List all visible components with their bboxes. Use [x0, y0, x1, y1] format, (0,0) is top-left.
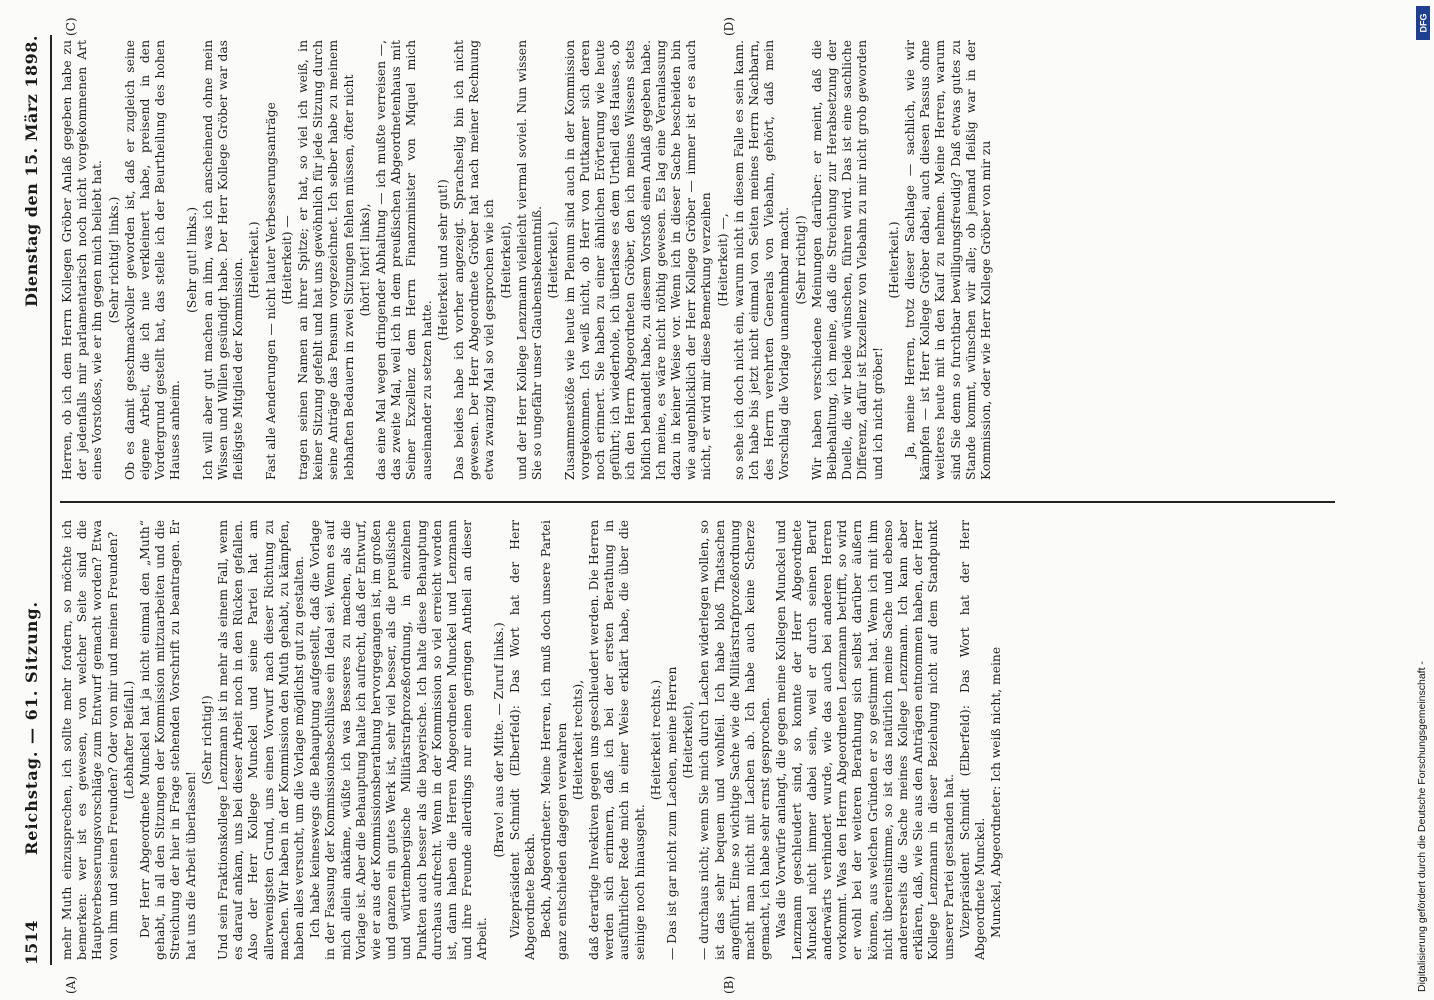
interjection: (Heiterkeit),: [498, 221, 513, 299]
running-head-right: Dienstag den 15. März 1898.: [22, 35, 41, 308]
margin-mark-a: (A): [64, 975, 78, 994]
digitization-note: Digitalisierung gefördert durch die Deutsche Forschungsgemeinschaft -: [1416, 661, 1428, 992]
paragraph: Munckel, Abgeordneter: Ich weiß nicht, meine: [989, 646, 1004, 938]
paragraph: Fast alle Aenderungen — nicht lauter Verbesserungsanträge: [263, 102, 278, 480]
margin-mark-b: (B): [722, 975, 736, 994]
interjection: (hört! hört! links),: [357, 203, 372, 317]
page-number: 1514: [22, 920, 41, 965]
running-head-left: Reichstag. — 61. Sitzung.: [22, 600, 41, 855]
interjection: (Lebhafter Beifall.): [121, 680, 136, 800]
paragraph: so sehe ich doch nicht ein, warum nicht in diesem Falle es sein kann. Ich habe bis jetzt nicht einmal von Seiten meines Herrn Nachbarn, des Herrn verehrten Generals von Viebahn, gehört, daß mein Vorschlag die Vorlage unannehmbar macht.: [731, 40, 792, 480]
paragraph: Ich will aber gut machen an ihm, was ich anscheinend ohne mein Wissen und Willen gesündigt habe. Der Herr Kollege Gröber war das fleißigste Mitglied der Kommission.: [200, 40, 246, 480]
paragraph: Zusammenstöße wie heute im Plenum sind auch in der Kommission vorgekommen. Ich weiß nicht, ob Herr von Puttkamer sich deren noch erinnert. Sie haben zu einer ähnlichen Erörterung wie heute geführt; ich wiederhole, ich überlasse es dem Urtheil des Hauses, ob ich den Herrn Abgeordneten Gröber, den ich meines Wissens stets höflich behandelt habe, zu diesem Vorstoß einen Anlaß gegeben habe. Ich meine, es wäre nicht nöthig gewesen. Es lag eine Veranlassung dazu in keiner Weise vor. Wenn ich in dieser Sache bescheiden bin wie augenblicklich der Herr Kollege Gröber — immer ist er es auch nicht, er wird mir diese Bemerkung verzeihen: [562, 40, 714, 480]
right-text-column: [60, 40, 1335, 480]
paragraph: mehr Muth einzusprechen, ich sollte mehr fordern, so möchte ich bemerken: wer ist es gewesen, von welcher Seite sind die Hauptverbesserungsvorschläge zum Entwurf gemacht worden? Etwa von ihm und seinen Freunden? Oder von mir und meinen Freunden?: [60, 520, 120, 960]
margin-mark-d: (D): [722, 17, 736, 36]
paragraph: Ja, meine Herren, trotz dieser Sachlage — sachlich, wie wir kämpfen — ist Herr Kollege Gröber dabei, auch diesen Passus ohne weiteres heute mit in den Kauf zu nehmen. Meine Herren, warum sind Sie denn so furchtbar bewilligungsfreudig? Daß etwas gutes zu Stande kommt, wünschen wir alle; ob jemand fleißig war in der Kommission, oder wie Herr Kollege Gröber von mir zu: [902, 40, 993, 480]
margin-mark-c: (C): [64, 17, 78, 36]
left-text-column: [60, 520, 1335, 960]
paragraph: tragen seinen Namen an ihrer Spitze; er hat, so viel ich weiß, in keiner Sitzung gefehlt und hat uns gewöhnlich für jede Sitzung durch seine Anträge das Pensum vorgezeichnet. Ich selber habe zu meinem lebhaften Bedauern in zwei Sitzungen fehlen müssen, öfter nicht: [296, 40, 356, 480]
paragraph: — Das ist gar nicht zum Lachen, meine Herren: [664, 666, 679, 960]
paragraph: Herren, ob ich dem Herrn Kollegen Gröber Anlaß gegeben habe zu der jedenfalls mir parlamentarisch noch nicht vorgekommenen Art eines Vorstoßes, wie er ihn gegen mich beliebt hat.: [60, 40, 105, 480]
interjection: (Sehr richtig!): [793, 215, 808, 305]
paragraph: Wir haben verschiedene Meinungen darüber: er meint, daß die Beibehaltung, ich meine, daß die Streichung zur Herabsetzung der Duelle, die wir beide wünschen, führen wird. Das ist eine sachliche Differenz, dafür ist Exzellenz von Viebahn zu mir nicht grob geworden und ich nicht gröber!: [809, 40, 885, 480]
interjection: (Heiterkeit rechts.): [648, 679, 663, 801]
paragraph: daß derartige Invektiven gegen uns geschleudert werden. Die Herren werden sich erinnern, daß ich bei der ersten Berathung in ausführlicher Rede mich in einer Weise erklärt habe, die über die seinige noch hinausgeht.: [586, 520, 647, 960]
interjection: (Sehr richtig! links.): [106, 196, 121, 324]
interjection: (Heiterkeit) —: [279, 215, 294, 305]
interjection: (Heiterkeit.): [247, 221, 262, 299]
column-divider: [60, 501, 1335, 503]
paragraph: Beckh, Abgeordneter: Meine Herren, ich muß doch unsere Partei ganz entschieden dagegen verwahren: [539, 520, 569, 960]
paragraph: Vizepräsident Schmidt (Elberfeld): Das Wort hat der Herr Abgeordnete Beckh.: [507, 520, 538, 960]
interjection: (Sehr richtig!): [199, 695, 214, 785]
interjection: (Sehr gut! links.): [184, 206, 199, 314]
page-header: [22, 35, 48, 965]
interjection: (Heiterkeit.): [886, 221, 901, 299]
interjection: (Heiterkeit) —,: [715, 213, 730, 307]
interjection: (Bravo! aus der Mitte. — Zuruf links.): [491, 622, 506, 858]
paragraph: das eine Mal wegen dringender Abhaltung — ich mußte verreisen —, das zweite Mal, weil ich in dem preußischen Abgeordnetenhaus mit Seiner Exzellenz dem Herrn Finanzminister von Miquel mich auseinander zu setzen hatte.: [374, 40, 434, 480]
interjection: (Heiterkeit),: [681, 701, 696, 779]
interjection: (Heiterkeit rechts),: [570, 679, 585, 801]
paragraph: Der Herr Abgeordnete Munckel hat ja nicht einmal den „Muth“ gehabt, in all den Sitzungen der Kommission mitzuarbeiten und die Streichung der hier in Frage stehenden Vorschrift zu beantragen. Er hat uns die Arbeit überlassen!: [138, 520, 198, 960]
header-rule: [50, 35, 52, 965]
paragraph: Und sein Fraktionskollege Lenzmann ist in mehr als einem Fall, wenn es darauf ankam, uns bei dieser Arbeit noch in den Rücken gefallen. Also der Herr Kollege Munckel und seine Partei hat am allerwenigsten Grund, uns einen Vorwurf nach dieser Richtung zu machen. Wir haben in der Kommission den Muth gehabt, zu kämpfen, haben alles versucht, um die Vorlage möglichst gut zu gestalten.: [216, 520, 307, 960]
paragraph: Vizepräsident Schmidt (Elberfeld): Das Wort hat der Herr Abgeordnete Munckel.: [957, 520, 987, 960]
paragraph: Was die Vorwürfe anlangt, die gegen meine Kollegen Munckel und Lenzmann geschleudert sind, so konnte der Herr Abgeordnete Munckel nicht immer dabei sein, weil er durch seinen Beruf anderwärts verhindert wurde, wie das auch bei anderen Herren vorkommt. Was den Herrn Abgeordneten Lenzmann betrifft, so wird er wohl bei der weiteren Berathung sich selbst darüber äußern können, aus welchen Gründen er so gestimmt hat. Wenn ich mit ihm nicht übereinstimme, so ist das natürlich meine Sache und ebenso andererseits die Sache meines Kollege Lenzmann. Ich kann aber erklären, daß, wie Sie aus den Anträgen entnommen haben, der Herr Kollege Lenzmann in dieser Beziehung nicht auf dem Standpunkt unserer Partei gestanden hat.: [774, 520, 956, 960]
paragraph: Ich habe keineswegs die Behauptung aufgestellt, daß die Vorlage in der Fassung der Kommissionsbeschlüsse ein Ideal sei. Wenn es auf mich allein ankäme, wüßte ich was Besseres zu machen, als die Vorlage ist. Aber die Behauptung halte ich aufrecht, daß der Entwurf, wie er aus der Kommissionsberathung hervorgegangen ist, im großen und ganzen ein gutes Werk ist, sehr viel besser, als die preußische und württembergische Militärstrafprozeßordnung, in einzelnen Punkten auch besser als die bayerische. Ich halte diese Behauptung durchaus aufrecht. Wenn in der Kommission so viel erreicht worden ist, dann haben die Herren Abgeordneten Munckel und Lenzmann und ihre Freunde allerdings nur einen geringen Antheil an dieser Arbeit.: [308, 520, 490, 960]
paragraph: Ob es damit geschmackvoller geworden ist, daß er zugleich seine eigene Arbeit, die ich nie verkleinert habe, preisend in den Vordergrund gestellt hat, das stelle ich der Beurtheilung des hohen Hauses anheim.: [122, 40, 183, 480]
paragraph: und der Herr Kollege Lenzmann vielleicht viermal soviel. Nun wissen Sie so ungefähr unser Glaubensbekenntniß.: [514, 40, 545, 480]
interjection: (Heiterkeit.): [546, 221, 561, 299]
interjection: (Heiterkeit und sehr gut!): [435, 179, 450, 341]
paragraph: Das beides habe ich vorher angezeigt. Sprachselig bin ich nicht gewesen. Der Herr Abgeordnete Gröber hat nach meiner Rechnung etwa zwanzig Mal so viel gesprochen wie ich: [452, 40, 497, 480]
paragraph: — durchaus nicht; wenn Sie mich durch Lachen widerlegen wollen, so ist das sehr bequem und wohlfeil. Ich habe bloß Thatsachen angeführt. Eine so wichtige Sache wie die Militärstrafprozeßordnung macht man nicht mit Lachen ab. Ich habe auch keine Scherze gemacht, ich habe sehr ernst gesprochen.: [697, 520, 773, 960]
dfg-logo: DFG: [1416, 6, 1430, 40]
